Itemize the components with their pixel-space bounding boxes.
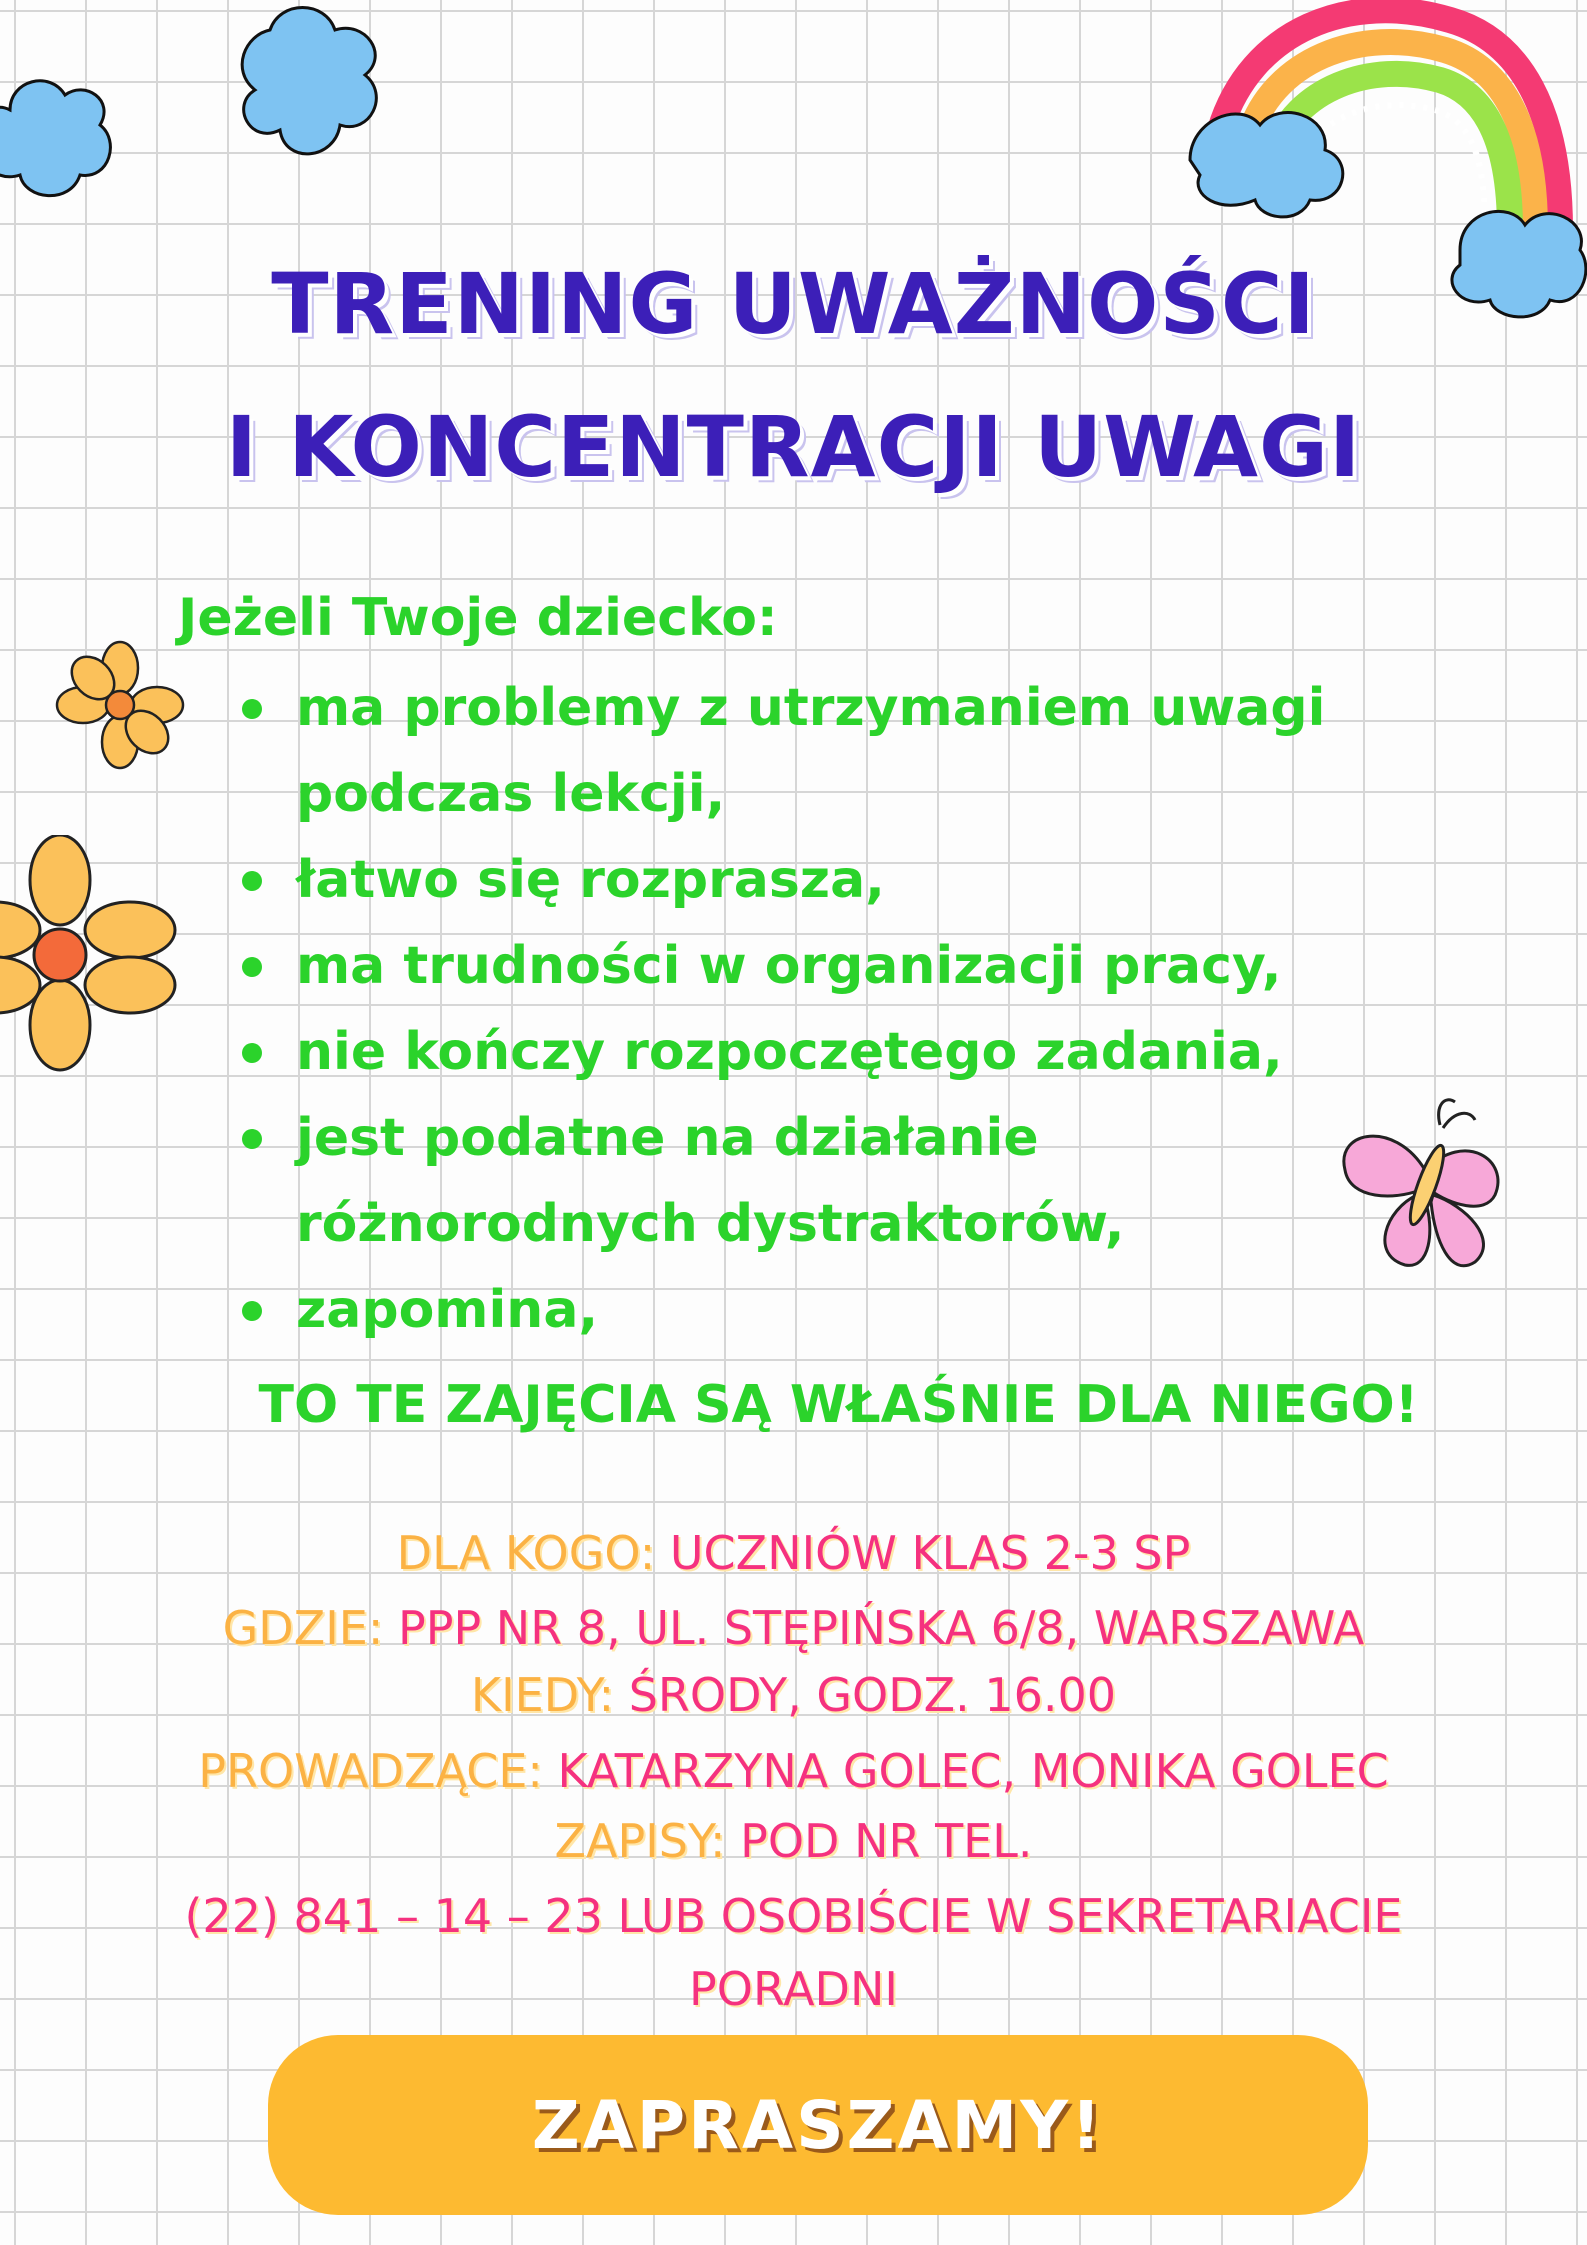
bullet-icon — [242, 699, 262, 719]
list-item: ma problemy z utrzymaniem uwagi — [240, 665, 1440, 751]
list-item: nie kończy rozpoczętego zadania, — [240, 1009, 1440, 1095]
list-item: jest podatne na działanie — [240, 1095, 1440, 1181]
bullet-icon — [242, 957, 262, 977]
bullet-icon — [242, 1043, 262, 1063]
info-where: GDZIE: PPP NR 8, UL. STĘPIŃSKA 6/8, WARSZAWA — [222, 1601, 1365, 1655]
info-phone: (22) 841 – 14 – 23 LUB OSOBIŚCIE W SEKRETARIACIE — [184, 1889, 1403, 1943]
list-item: podczas lekcji, — [296, 764, 726, 824]
bullet-icon — [242, 1301, 262, 1321]
flower-icon — [55, 640, 185, 770]
page-title: TRENING UWAŻNOŚCI — [271, 255, 1316, 353]
list-item: ma trudności w organizacji pracy, — [240, 923, 1440, 1009]
bullet-icon — [242, 871, 262, 891]
closing-text: TO TE ZAJĘCIA SĄ WŁAŚNIE DLA NIEGO! — [258, 1375, 1419, 1435]
cloud-icon — [0, 70, 120, 210]
info-when: KIEDY: ŚRODY, GODZ. 16.00 — [470, 1668, 1117, 1722]
flower-icon — [0, 835, 185, 1075]
info-who: DLA KOGO: UCZNIÓW KLAS 2-3 SP — [396, 1526, 1191, 1580]
info-signup: ZAPISY: POD NR TEL. — [554, 1814, 1033, 1868]
intro-text: Jeżeli Twoje dziecko: — [178, 588, 778, 648]
list-item: łatwo się rozprasza, — [240, 837, 1440, 923]
page-title-line2: I KONCENTRACJI UWAGI — [225, 398, 1362, 496]
invite-button[interactable]: ZAPRASZAMY! — [268, 2035, 1368, 2215]
list-item: różnorodnych dystraktorów, — [296, 1194, 1125, 1254]
info-leaders: PROWADZĄCE: KATARZYNA GOLEC, MONIKA GOLEC — [198, 1744, 1389, 1798]
cloud-icon — [225, 0, 395, 175]
list-item: zapomina, — [240, 1267, 1440, 1353]
info-office: PORADNI — [689, 1962, 898, 2016]
bullet-icon — [242, 1129, 262, 1149]
symptom-list — [240, 665, 1440, 1353]
